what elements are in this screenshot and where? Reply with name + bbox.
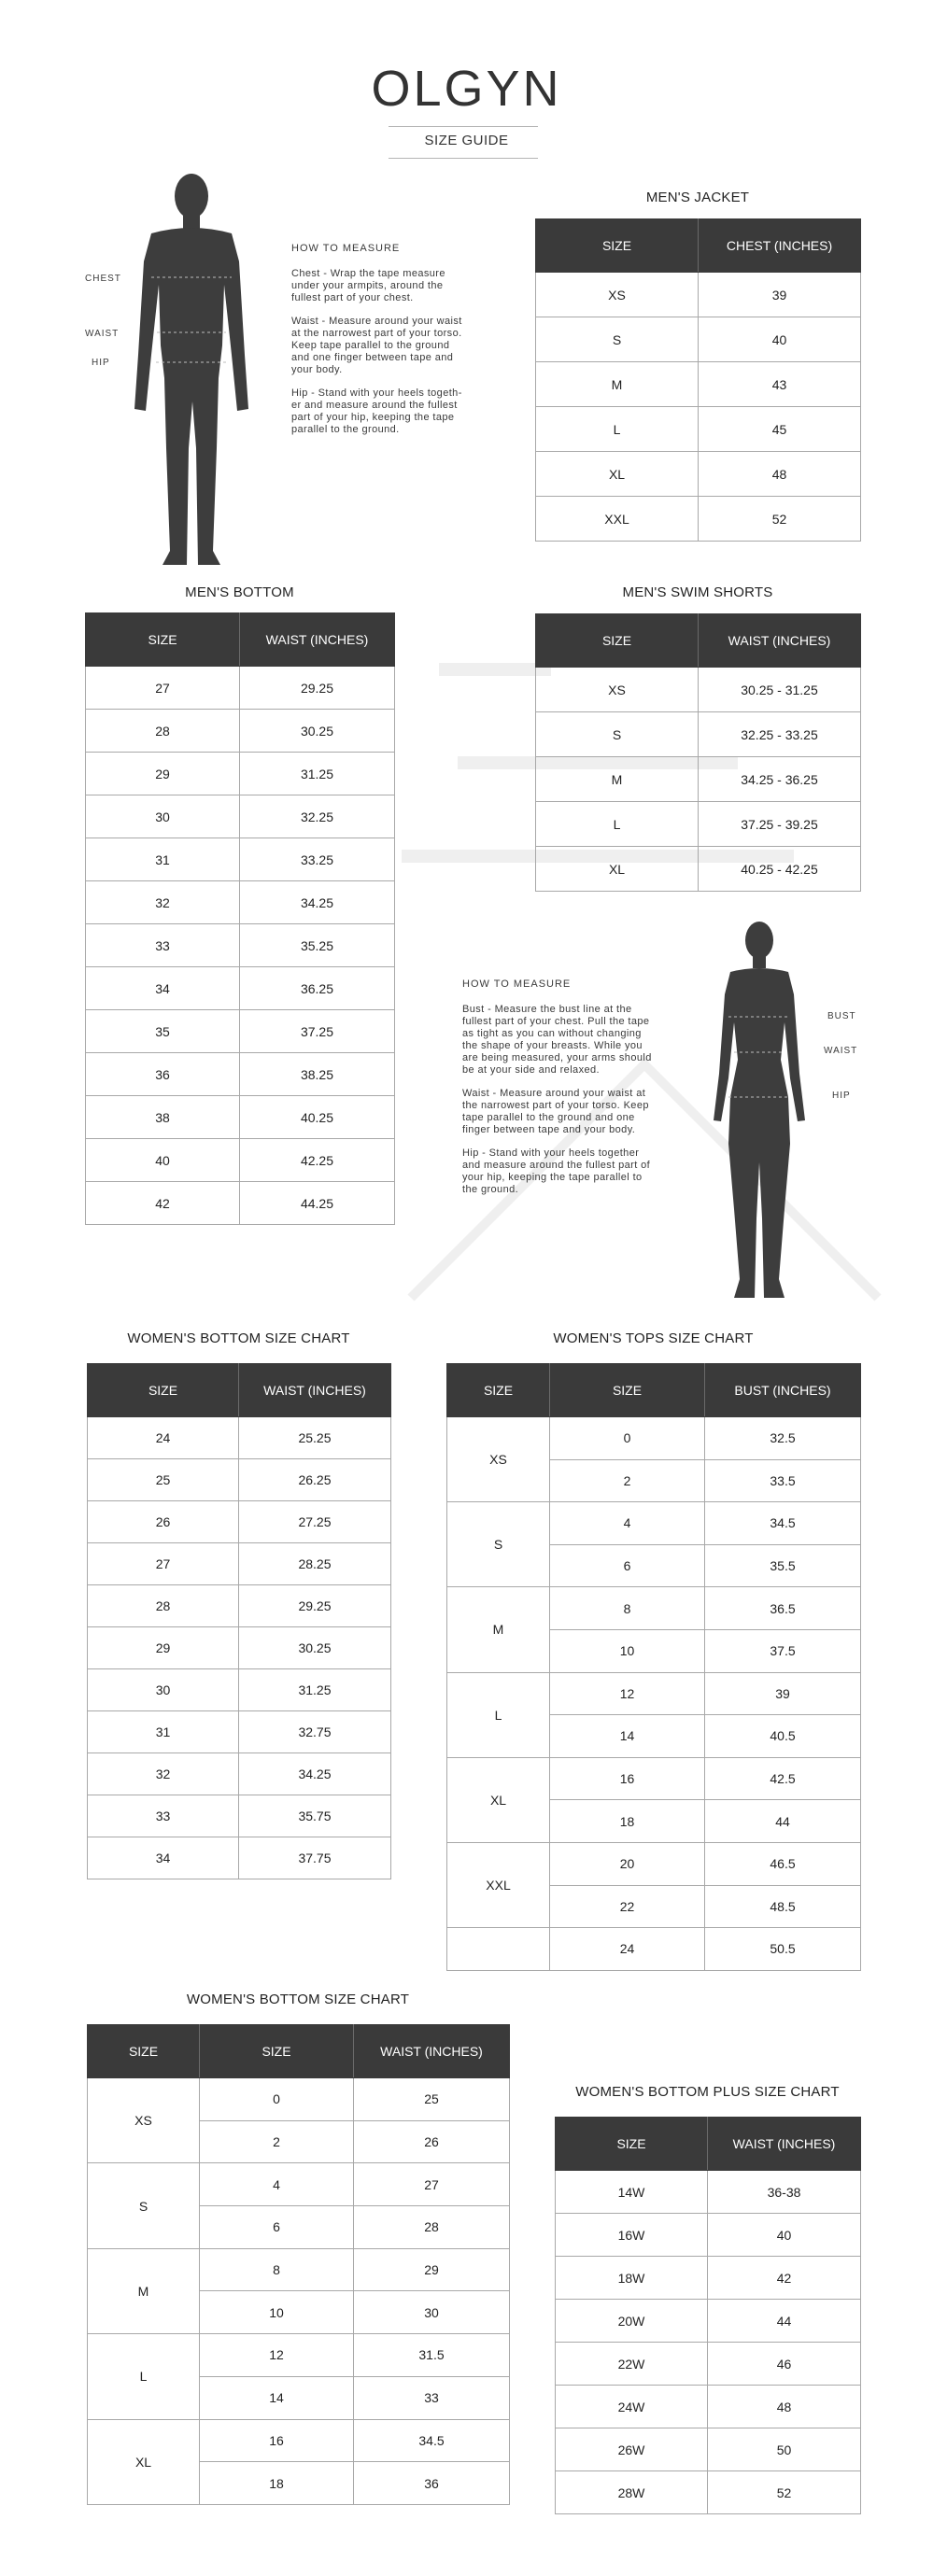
table-row xyxy=(86,838,395,881)
table-row xyxy=(447,1417,861,1460)
size-cell: XL xyxy=(536,847,699,892)
table-row xyxy=(556,2343,861,2386)
size-cell: 29 xyxy=(88,1627,239,1669)
size-group-cell: L xyxy=(447,1672,550,1757)
value-cell: 42 xyxy=(708,2257,861,2300)
size-cell: 27 xyxy=(86,667,240,710)
column-header: WAIST (INCHES) xyxy=(708,2118,861,2171)
table-row xyxy=(556,2257,861,2300)
numeric-size-cell: 8 xyxy=(200,2248,354,2291)
value-cell: 35.25 xyxy=(240,924,395,967)
table-row xyxy=(88,1711,391,1753)
table-row xyxy=(556,2428,861,2471)
hip-label: HIP xyxy=(92,358,110,368)
how-to-heading: HOW TO MEASURE xyxy=(291,243,401,254)
table-row xyxy=(88,2078,510,2121)
size-group-cell: XS xyxy=(88,2078,200,2163)
divider xyxy=(389,158,538,159)
value-cell: 48 xyxy=(708,2386,861,2428)
size-cell: 27 xyxy=(88,1543,239,1585)
numeric-size-cell: 0 xyxy=(550,1417,705,1460)
size-cell: M xyxy=(536,362,699,407)
table-row xyxy=(536,847,861,892)
womens-plus-title: WOMEN'S BOTTOM PLUS SIZE CHART xyxy=(575,2084,840,2100)
size-cell: XL xyxy=(536,452,699,497)
table-row xyxy=(88,1585,391,1627)
numeric-size-cell: 24 xyxy=(550,1928,705,1971)
value-cell: 32.25 - 33.25 xyxy=(699,712,861,757)
value-cell: 30.25 xyxy=(239,1627,391,1669)
hip-instructions: Hip - Stand with your heels togeth- er and measure around the fullest part of your hip, keeping the tape parallel to the ground. xyxy=(291,387,462,435)
size-cell: 28W xyxy=(556,2471,708,2514)
bust-label: BUST xyxy=(827,1011,856,1021)
table-row xyxy=(86,967,395,1010)
value-cell: 25 xyxy=(354,2078,510,2121)
column-header: SIZE xyxy=(536,219,699,273)
table-row xyxy=(86,753,395,795)
numeric-size-cell: 16 xyxy=(200,2419,354,2462)
table-row xyxy=(86,1053,395,1096)
size-cell: L xyxy=(536,407,699,452)
numeric-size-cell: 16 xyxy=(550,1757,705,1800)
waist-label: WAIST xyxy=(85,329,120,339)
value-cell: 42.25 xyxy=(240,1139,395,1182)
size-cell: 33 xyxy=(86,924,240,967)
womens-tops-title: WOMEN'S TOPS SIZE CHART xyxy=(553,1330,754,1346)
size-cell: 25 xyxy=(88,1459,239,1501)
value-cell: 35.75 xyxy=(239,1795,391,1837)
column-header: SIZE xyxy=(550,1364,705,1417)
table-row xyxy=(86,667,395,710)
numeric-size-cell: 18 xyxy=(550,1800,705,1843)
size-cell: S xyxy=(536,712,699,757)
womens-bottom2-table xyxy=(87,2024,510,2505)
table-row xyxy=(88,2163,510,2206)
column-header: WAIST (INCHES) xyxy=(699,614,861,668)
table-row xyxy=(86,1096,395,1139)
column-header: CHEST (INCHES) xyxy=(699,219,861,273)
size-cell: XS xyxy=(536,273,699,317)
value-cell: 39 xyxy=(705,1672,861,1715)
brand-logo: OLGYN xyxy=(371,61,562,117)
value-cell: 52 xyxy=(699,497,861,542)
numeric-size-cell: 20 xyxy=(550,1842,705,1885)
value-cell: 31.25 xyxy=(239,1669,391,1711)
value-cell: 52 xyxy=(708,2471,861,2514)
table-row xyxy=(88,1837,391,1879)
size-cell: 42 xyxy=(86,1182,240,1225)
value-cell: 31.5 xyxy=(354,2334,510,2377)
value-cell: 48.5 xyxy=(705,1885,861,1928)
value-cell: 45 xyxy=(699,407,861,452)
value-cell: 27 xyxy=(354,2163,510,2206)
value-cell: 46 xyxy=(708,2343,861,2386)
value-cell: 37.25 xyxy=(240,1010,395,1053)
waist-label: WAIST xyxy=(824,1046,858,1056)
value-cell: 27.25 xyxy=(239,1501,391,1543)
table-header-row xyxy=(556,2118,861,2171)
table-header-row xyxy=(88,1364,391,1417)
size-cell: 31 xyxy=(88,1711,239,1753)
numeric-size-cell: 2 xyxy=(200,2120,354,2163)
size-group-cell: S xyxy=(88,2163,200,2248)
size-group-cell: XL xyxy=(88,2419,200,2504)
numeric-size-cell: 4 xyxy=(550,1502,705,1545)
column-header: WAIST (INCHES) xyxy=(354,2025,510,2078)
mens-jacket-table xyxy=(535,218,861,542)
value-cell: 36.5 xyxy=(705,1587,861,1630)
value-cell: 37.5 xyxy=(705,1629,861,1672)
men-how-to-measure xyxy=(291,243,492,447)
table-row xyxy=(86,924,395,967)
table-row xyxy=(86,1010,395,1053)
size-group-cell: M xyxy=(447,1587,550,1672)
table-row xyxy=(88,1501,391,1543)
value-cell: 40.25 xyxy=(240,1096,395,1139)
table-row xyxy=(556,2214,861,2257)
table-row xyxy=(447,1502,861,1545)
value-cell: 40 xyxy=(708,2214,861,2257)
bust-instructions: Bust - Measure the bust line at the fullest part of your chest. Pull the tape as tight as you can without changing the shape of your breasts. While you are being measured, your arms should be at your side and relaxed. xyxy=(462,1004,652,1076)
column-header: SIZE xyxy=(86,613,240,667)
table-row xyxy=(86,710,395,753)
column-header: WAIST (INCHES) xyxy=(240,613,395,667)
numeric-size-cell: 10 xyxy=(200,2291,354,2334)
numeric-size-cell: 10 xyxy=(550,1629,705,1672)
value-cell: 30.25 xyxy=(240,710,395,753)
value-cell: 40.25 - 42.25 xyxy=(699,847,861,892)
mens-swim-title: MEN'S SWIM SHORTS xyxy=(622,584,773,600)
value-cell: 25.25 xyxy=(239,1417,391,1459)
value-cell: 29.25 xyxy=(240,667,395,710)
hip-instructions: Hip - Stand with your heels together and measure around the fullest part of your hip, keeping the tape parallel to the ground. xyxy=(462,1147,651,1195)
value-cell: 32.25 xyxy=(240,795,395,838)
divider xyxy=(389,126,538,127)
value-cell: 30 xyxy=(354,2291,510,2334)
value-cell: 33.25 xyxy=(240,838,395,881)
value-cell: 42.5 xyxy=(705,1757,861,1800)
value-cell: 38.25 xyxy=(240,1053,395,1096)
female-silhouette-figure xyxy=(710,920,813,1302)
size-cell: 18W xyxy=(556,2257,708,2300)
value-cell: 36.25 xyxy=(240,967,395,1010)
women-how-to-measure xyxy=(462,978,686,1207)
size-group-cell: XL xyxy=(447,1757,550,1842)
table-header-row xyxy=(536,614,861,668)
table-row xyxy=(556,2471,861,2514)
value-cell: 40 xyxy=(699,317,861,362)
size-cell: 29 xyxy=(86,753,240,795)
numeric-size-cell: 12 xyxy=(200,2334,354,2377)
column-header: BUST (INCHES) xyxy=(705,1364,861,1417)
size-cell: 24W xyxy=(556,2386,708,2428)
size-cell: 28 xyxy=(88,1585,239,1627)
value-cell: 44.25 xyxy=(240,1182,395,1225)
value-cell: 32.75 xyxy=(239,1711,391,1753)
size-cell: 33 xyxy=(88,1795,239,1837)
value-cell: 34.25 xyxy=(240,881,395,924)
value-cell: 29.25 xyxy=(239,1585,391,1627)
womens-bottom-table xyxy=(87,1363,391,1879)
size-cell: 14W xyxy=(556,2171,708,2214)
size-cell: 36 xyxy=(86,1053,240,1096)
column-header: SIZE xyxy=(200,2025,354,2078)
size-cell: 24 xyxy=(88,1417,239,1459)
value-cell: 43 xyxy=(699,362,861,407)
table-row xyxy=(536,668,861,712)
table-row xyxy=(447,1587,861,1630)
numeric-size-cell: 6 xyxy=(200,2206,354,2249)
table-row xyxy=(88,2334,510,2377)
value-cell: 44 xyxy=(705,1800,861,1843)
numeric-size-cell: 18 xyxy=(200,2462,354,2505)
table-row xyxy=(536,497,861,542)
value-cell: 36 xyxy=(354,2462,510,2505)
value-cell: 28 xyxy=(354,2206,510,2249)
size-cell: XS xyxy=(536,668,699,712)
size-cell: 32 xyxy=(88,1753,239,1795)
table-header-row xyxy=(536,219,861,273)
table-row xyxy=(536,712,861,757)
table-row xyxy=(88,1795,391,1837)
table-row xyxy=(88,1543,391,1585)
chest-instructions: Chest - Wrap the tape measure under your armpits, around the fullest part of your chest. xyxy=(291,268,445,303)
table-row xyxy=(86,1182,395,1225)
size-cell: 26W xyxy=(556,2428,708,2471)
numeric-size-cell: 2 xyxy=(550,1459,705,1502)
table-row xyxy=(536,802,861,847)
size-cell: L xyxy=(536,802,699,847)
table-row xyxy=(536,273,861,317)
mens-bottom-title: MEN'S BOTTOM xyxy=(185,584,294,600)
value-cell: 33.5 xyxy=(705,1459,861,1502)
value-cell: 36-38 xyxy=(708,2171,861,2214)
table-header-row xyxy=(447,1364,861,1417)
value-cell: 35.5 xyxy=(705,1544,861,1587)
value-cell: 44 xyxy=(708,2300,861,2343)
numeric-size-cell: 8 xyxy=(550,1587,705,1630)
table-header-row xyxy=(86,613,395,667)
table-row xyxy=(447,1928,861,1971)
waist-instructions: Waist - Measure around your waist at the narrowest part of your torso. Keep tape parallel to the ground and one finger between tape and your body. xyxy=(291,316,462,375)
mens-bottom-table xyxy=(85,612,395,1225)
womens-plus-table xyxy=(555,2117,861,2514)
value-cell: 48 xyxy=(699,452,861,497)
waist-instructions: Waist - Measure around your waist at the narrowest part of your torso. Keep tape parallel to the ground and one finger between tape and your body. xyxy=(462,1088,649,1135)
hip-label: HIP xyxy=(832,1091,851,1101)
column-header: SIZE xyxy=(447,1364,550,1417)
value-cell: 50.5 xyxy=(705,1928,861,1971)
womens-tops-table xyxy=(446,1363,861,1971)
table-row xyxy=(88,1669,391,1711)
column-header: SIZE xyxy=(556,2118,708,2171)
table-header-row xyxy=(88,2025,510,2078)
table-row xyxy=(88,2248,510,2291)
size-cell: 32 xyxy=(86,881,240,924)
numeric-size-cell: 4 xyxy=(200,2163,354,2206)
size-cell: 40 xyxy=(86,1139,240,1182)
size-cell: 34 xyxy=(88,1837,239,1879)
value-cell: 34.25 - 36.25 xyxy=(699,757,861,802)
numeric-size-cell: 12 xyxy=(550,1672,705,1715)
numeric-size-cell: 0 xyxy=(200,2078,354,2121)
size-group-cell: XXL xyxy=(447,1842,550,1927)
size-group-cell: L xyxy=(88,2334,200,2419)
table-row xyxy=(536,757,861,802)
table-row xyxy=(536,362,861,407)
size-cell: 26 xyxy=(88,1501,239,1543)
value-cell: 34.5 xyxy=(354,2419,510,2462)
size-cell: 30 xyxy=(88,1669,239,1711)
value-cell: 31.25 xyxy=(240,753,395,795)
table-row xyxy=(86,881,395,924)
size-cell: 30 xyxy=(86,795,240,838)
table-row xyxy=(447,1757,861,1800)
size-group-cell: S xyxy=(447,1502,550,1587)
size-cell: 35 xyxy=(86,1010,240,1053)
numeric-size-cell: 14 xyxy=(550,1715,705,1758)
table-row xyxy=(556,2300,861,2343)
column-header: WAIST (INCHES) xyxy=(239,1364,391,1417)
table-row xyxy=(88,1417,391,1459)
value-cell: 34.5 xyxy=(705,1502,861,1545)
table-row xyxy=(536,452,861,497)
size-cell: M xyxy=(536,757,699,802)
value-cell: 28.25 xyxy=(239,1543,391,1585)
how-to-heading: HOW TO MEASURE xyxy=(462,978,572,990)
table-row xyxy=(88,1459,391,1501)
size-cell: 28 xyxy=(86,710,240,753)
value-cell: 37.75 xyxy=(239,1837,391,1879)
table-row xyxy=(447,1672,861,1715)
table-row xyxy=(536,407,861,452)
size-cell: 20W xyxy=(556,2300,708,2343)
value-cell: 32.5 xyxy=(705,1417,861,1460)
value-cell: 29 xyxy=(354,2248,510,2291)
numeric-size-cell: 14 xyxy=(200,2376,354,2419)
value-cell: 30.25 - 31.25 xyxy=(699,668,861,712)
size-cell: 16W xyxy=(556,2214,708,2257)
womens-bottom-title: WOMEN'S BOTTOM SIZE CHART xyxy=(127,1330,350,1346)
size-cell: 34 xyxy=(86,967,240,1010)
column-header: SIZE xyxy=(88,2025,200,2078)
value-cell: 33 xyxy=(354,2376,510,2419)
value-cell: 37.25 - 39.25 xyxy=(699,802,861,847)
column-header: SIZE xyxy=(88,1364,239,1417)
table-row xyxy=(88,2419,510,2462)
size-cell: 31 xyxy=(86,838,240,881)
size-group-cell xyxy=(447,1928,550,1971)
size-cell: 38 xyxy=(86,1096,240,1139)
numeric-size-cell: 22 xyxy=(550,1885,705,1928)
mens-swim-table xyxy=(535,613,861,892)
table-row xyxy=(88,1627,391,1669)
table-row xyxy=(556,2171,861,2214)
table-row xyxy=(447,1842,861,1885)
chest-label: CHEST xyxy=(85,274,121,284)
size-cell: XXL xyxy=(536,497,699,542)
value-cell: 46.5 xyxy=(705,1842,861,1885)
value-cell: 39 xyxy=(699,273,861,317)
value-cell: 40.5 xyxy=(705,1715,861,1758)
value-cell: 26 xyxy=(354,2120,510,2163)
table-row xyxy=(536,317,861,362)
womens-bottom2-title: WOMEN'S BOTTOM SIZE CHART xyxy=(186,1992,410,2007)
size-cell: S xyxy=(536,317,699,362)
table-row xyxy=(86,795,395,838)
table-row xyxy=(556,2386,861,2428)
table-row xyxy=(86,1139,395,1182)
size-group-cell: XS xyxy=(447,1417,550,1502)
page-title: SIZE GUIDE xyxy=(424,133,509,148)
column-header: SIZE xyxy=(536,614,699,668)
value-cell: 26.25 xyxy=(239,1459,391,1501)
size-group-cell: M xyxy=(88,2248,200,2333)
size-cell: 22W xyxy=(556,2343,708,2386)
table-row xyxy=(88,1753,391,1795)
numeric-size-cell: 6 xyxy=(550,1544,705,1587)
value-cell: 34.25 xyxy=(239,1753,391,1795)
mens-jacket-title: MEN'S JACKET xyxy=(645,190,750,205)
male-silhouette-figure xyxy=(131,168,252,570)
value-cell: 50 xyxy=(708,2428,861,2471)
